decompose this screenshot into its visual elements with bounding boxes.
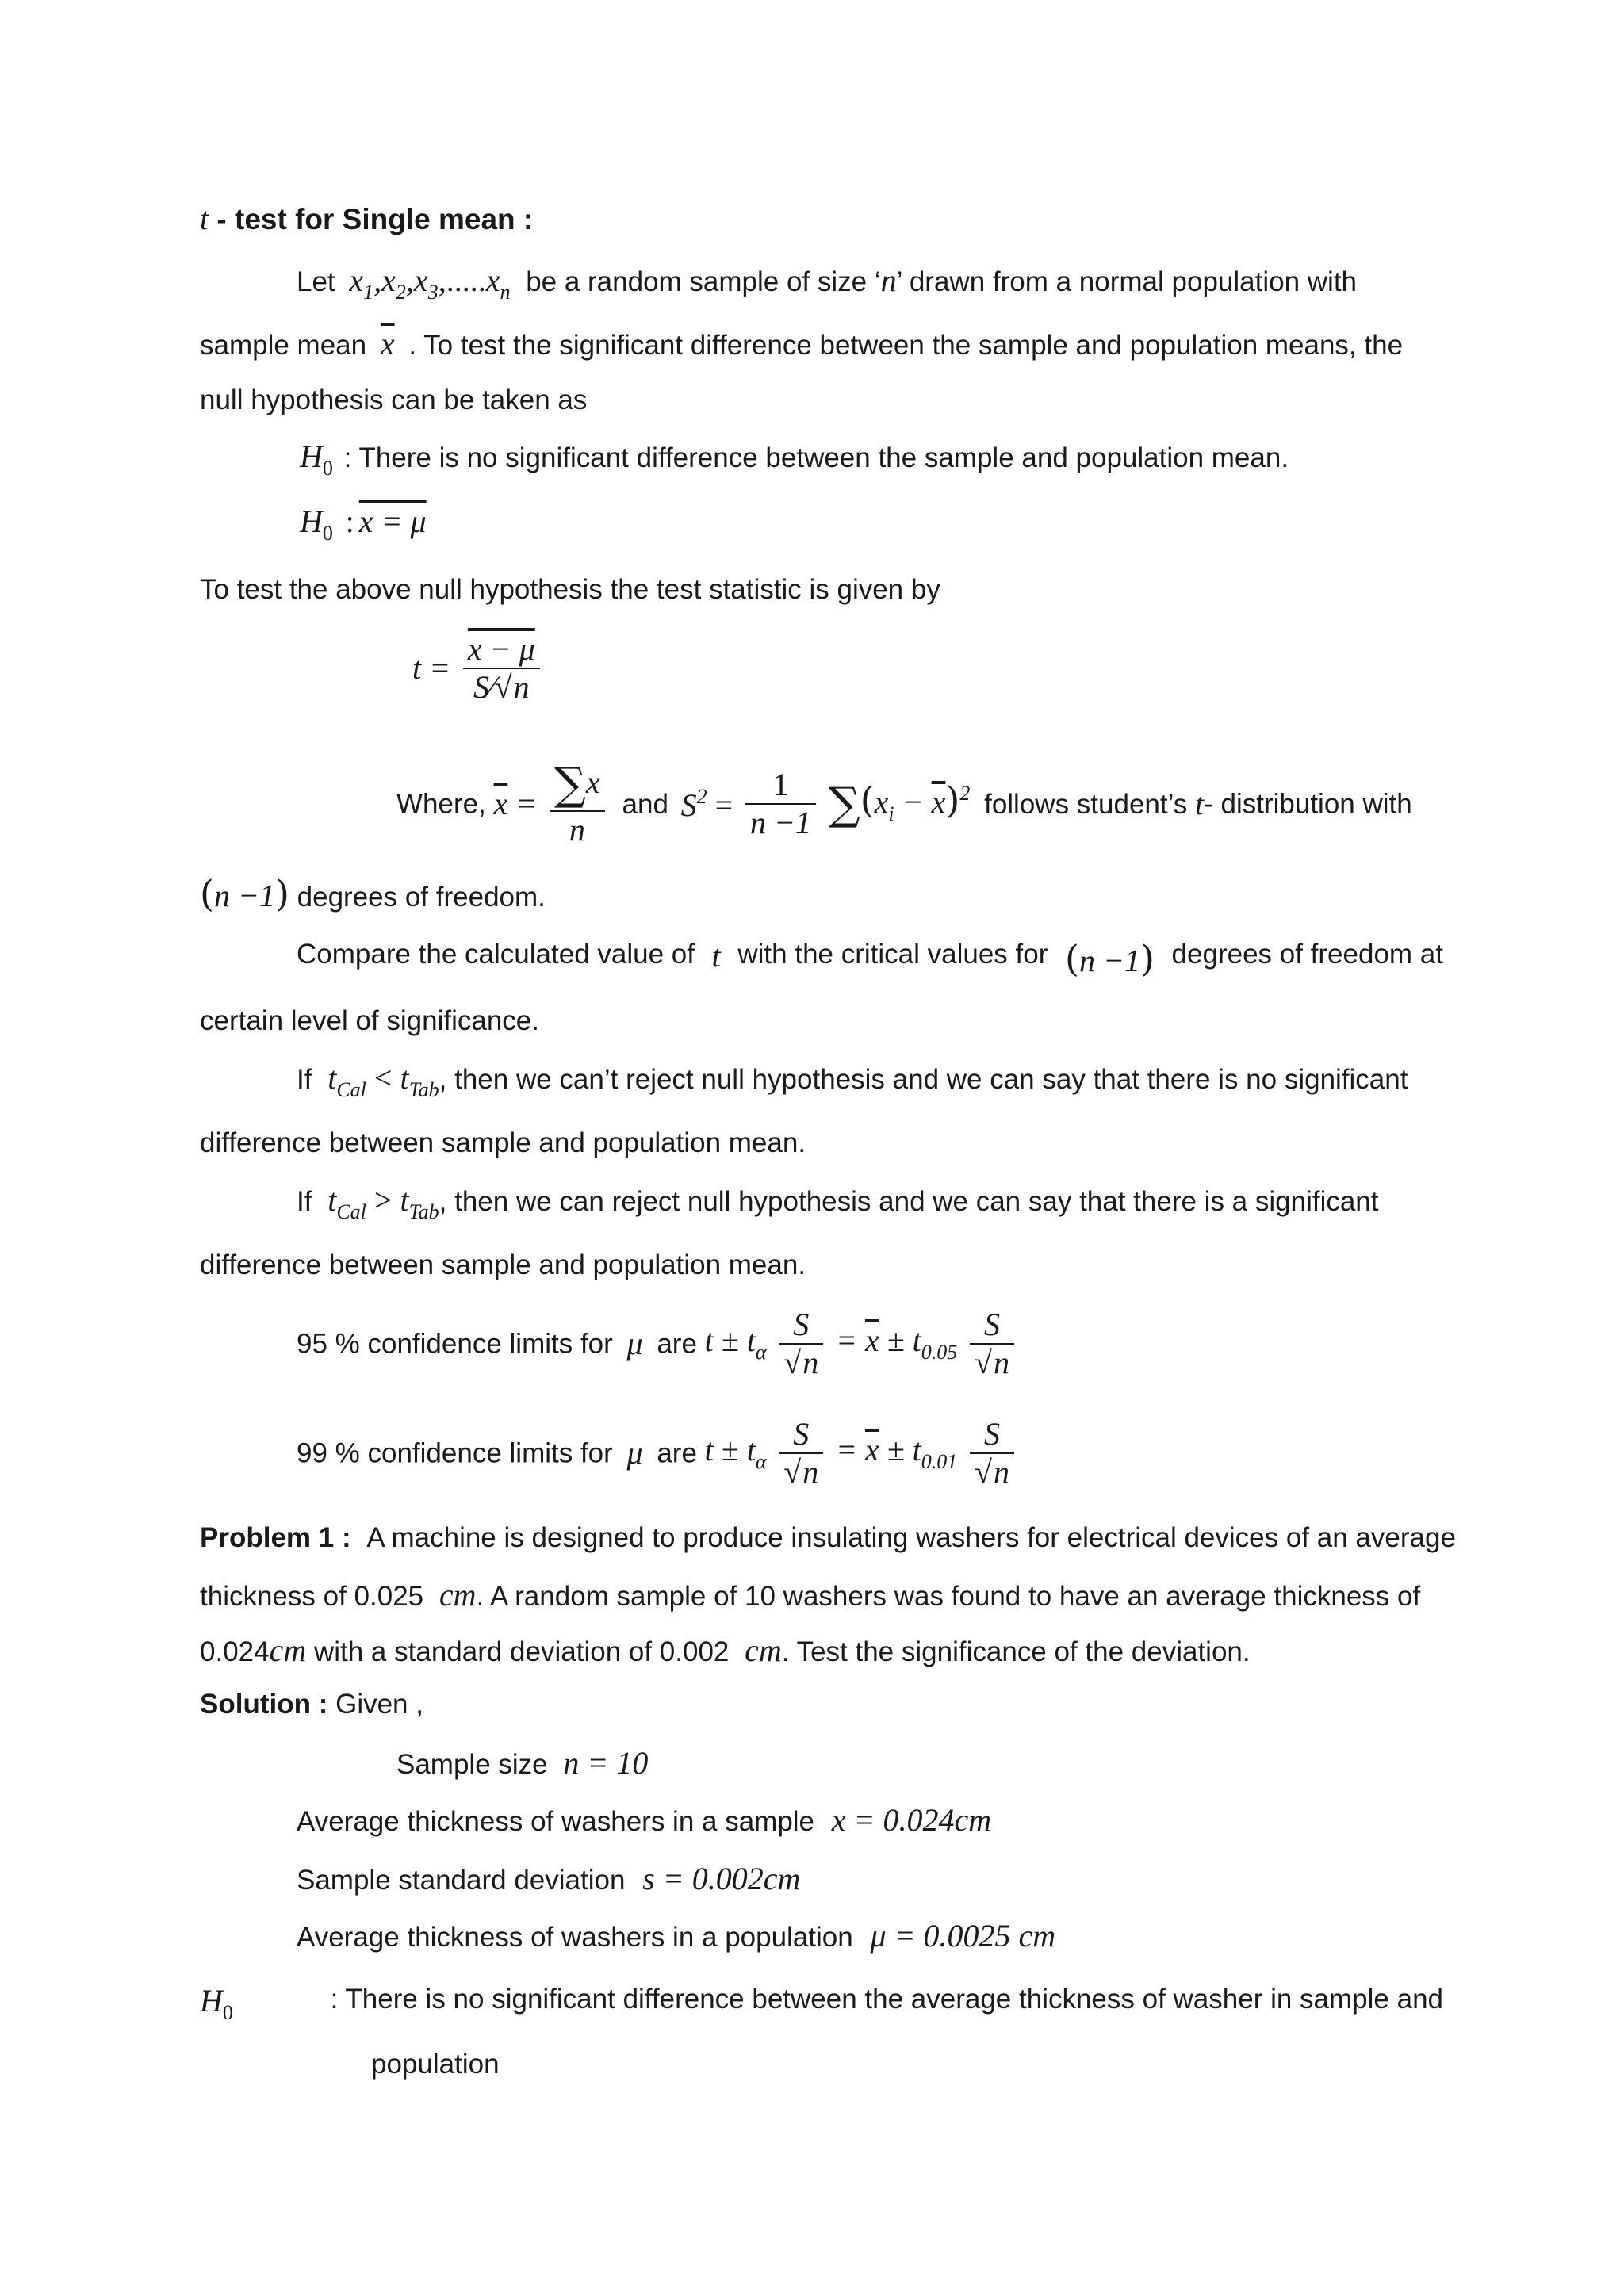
heading-label: - test for Single mean :: [216, 203, 534, 235]
intro-text-2: ’ drawn from a normal population with: [896, 266, 1358, 297]
sample-size-n: n: [880, 262, 897, 298]
intro-line-2: sample mean $\overline{x}$ . To test the significant difference between the sample and population means, the: [200, 326, 1404, 362]
problem-line-3: 0.024cm with a standard deviation of 0.002 cm. Test the significance of the deviation.: [200, 1632, 1251, 1668]
confidence-limits-95: 95 % confidence limits for μ are $t \pm t_\alpha$ $\frac{S}{√n}$ = $\overline{x} \pm t_{0.05}$ $\frac{S}{√n}$: [297, 1307, 1019, 1381]
decision-rule-accept-line-2: difference between sample and population mean.: [200, 1127, 806, 1158]
compare-line-2: certain level of significance.: [200, 1005, 539, 1036]
heading-t-symbol: t: [200, 201, 209, 236]
sample-sequence: $x_1,x_2,x_3,.....x_n$: [349, 262, 511, 304]
t-statistic-formula: t = $\frac{x - \mu}{S⁄√n}$: [412, 631, 545, 706]
problem-line-1: Problem 1 : A machine is designed to produce insulating washers for electrical devices of an average: [200, 1522, 1456, 1553]
null-hypothesis-statement: $H_0$ : There is no significant difference between the sample and population mean.: [300, 438, 1289, 480]
sample-mean-symbol: $\overline{x}$: [380, 326, 395, 362]
given-sample-sd: Sample standard deviation s = 0.002cm: [297, 1861, 801, 1896]
intro-text-1: be a random sample of size ‘: [526, 266, 881, 297]
let-word: Let: [297, 266, 335, 297]
t-fraction: $\frac{x - \mu}{S⁄√n}$: [463, 631, 540, 706]
section-heading: [200, 203, 533, 235]
problem-line-2: thickness of 0.025 cm. A random sample of 10 washers was found to have an average thickness of: [200, 1577, 1421, 1613]
compare-line-1: Compare the calculated value of t with the critical values for (n −1) degrees of freedom at: [297, 937, 1443, 980]
intro-line-3: null hypothesis can be taken as: [200, 385, 588, 415]
decision-rule-reject: If $t_{Cal} > t_{Tab}$, then we can reject null hypothesis and we can say that there is a significant: [297, 1182, 1379, 1223]
given-sample-size: Sample size n = 10: [396, 1745, 649, 1781]
final-null-hypothesis-line-2: population: [371, 2049, 500, 2080]
mean-fraction: $\frac{\sum x}{n}$: [550, 760, 605, 848]
intro-line-1: [297, 262, 1358, 304]
confidence-limits-99: 99 % confidence limits for μ are $t \pm t_\alpha$ $\frac{S}{√n}$ = $\overline{x} \pm t_{0.01}$ $\frac{S}{√n}$: [297, 1416, 1019, 1490]
where-line: Where, $\overline{x}$ = $\frac{\sum x}{n}$ and $S^2$ = $\frac{1}{n -1}$ $\sum(x_i - \overline{x})^2$ follows student’s t- distribution with: [396, 759, 1412, 848]
null-hypothesis-equation: $H_0$ : x = μ: [300, 503, 427, 545]
decision-rule-accept: If $t_{Cal} < t_{Tab}$, then we can’t reject null hypothesis and we can say that there is no significant: [297, 1060, 1408, 1101]
given-sample-mean: Average thickness of washers in a sample x = 0.024cm: [297, 1802, 992, 1838]
final-null-hypothesis: $H_0$ : There is no significant difference between the average thickness of washer in sample and: [200, 1983, 1443, 2024]
degrees-of-freedom-line: (n −1) degrees of freedom.: [200, 872, 546, 915]
decision-rule-reject-line-2: difference between sample and population mean.: [200, 1249, 806, 1280]
variance-fraction: $\frac{1}{n -1}$: [745, 767, 816, 841]
given-population-mean: Average thickness of washers in a population μ = 0.0025 cm: [297, 1918, 1056, 1954]
statistic-intro: To test the above null hypothesis the test statistic is given by: [200, 574, 940, 605]
solution-line: Solution : Given ,: [200, 1689, 423, 1720]
